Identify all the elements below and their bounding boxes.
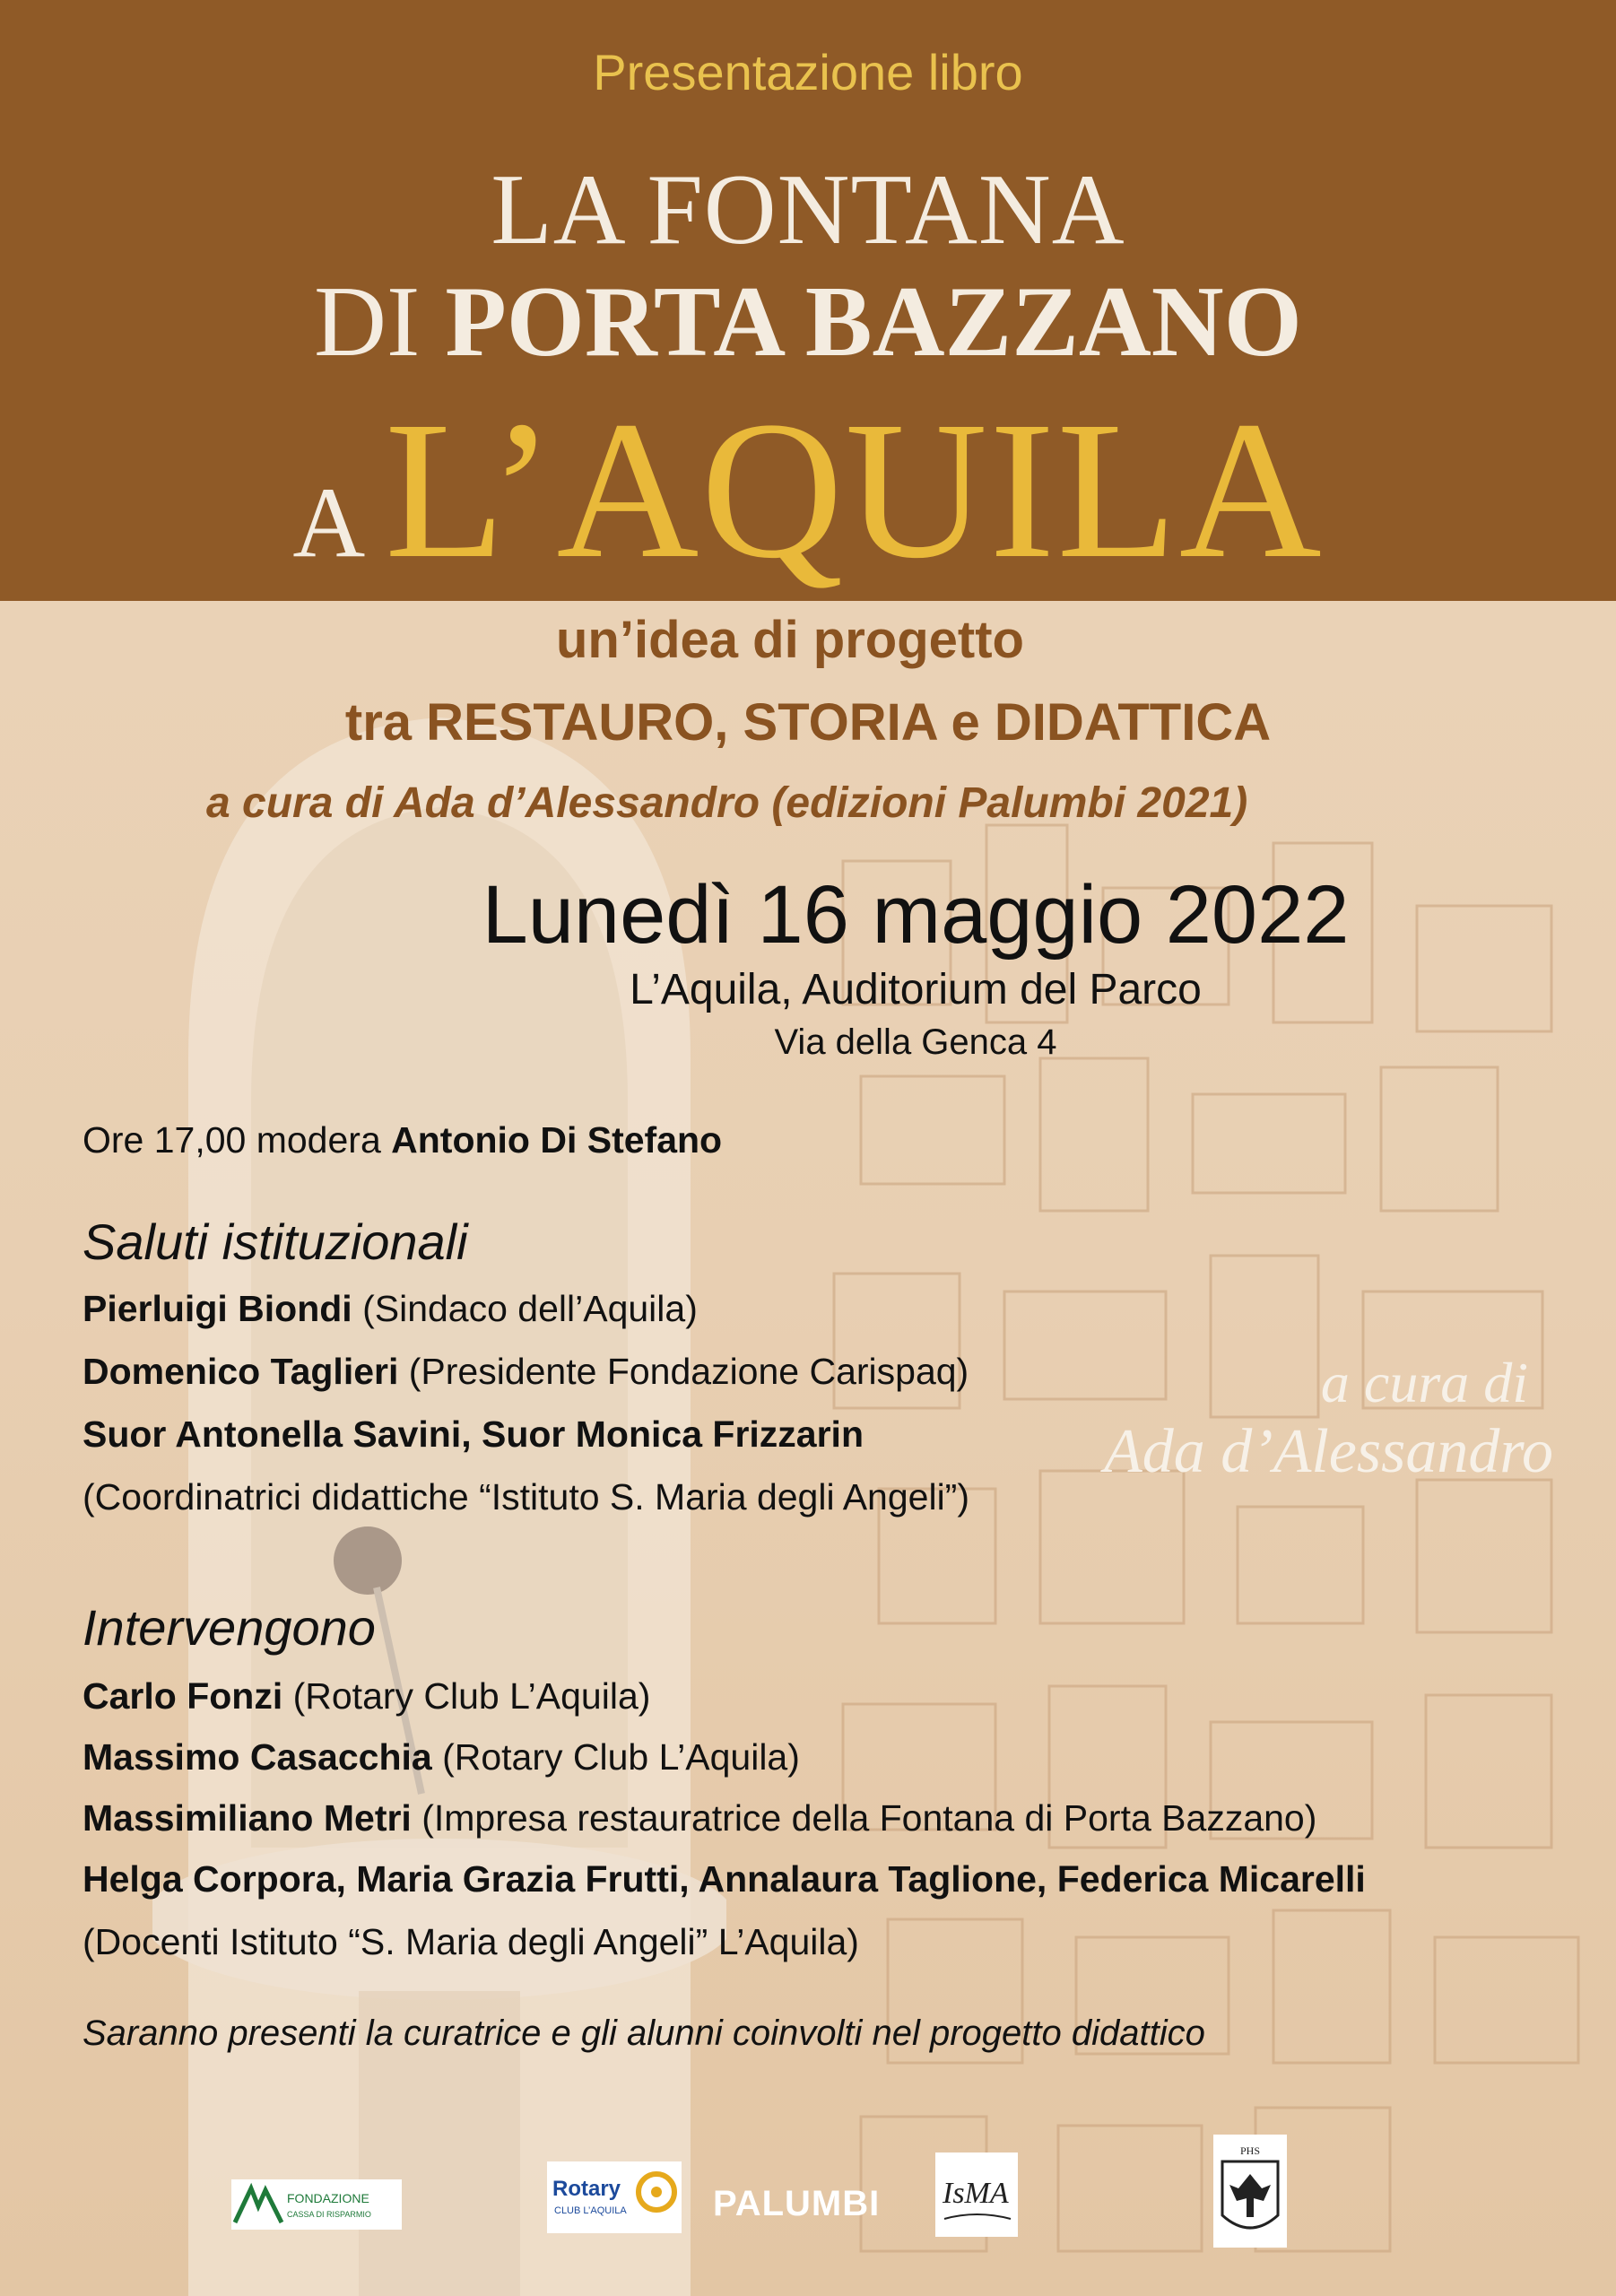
- title-line-2: [0, 265, 1616, 380]
- subtitle-line-2: tra RESTAURO, STORIA e DIDATTICA: [344, 693, 1272, 752]
- speaker-name: Massimiliano Metri: [83, 1797, 412, 1839]
- event-date: Lunedì 16 maggio 2022: [482, 869, 1350, 961]
- rotary-logo: [547, 2161, 682, 2233]
- greetings-note: (Coordinatrici didattiche “Istituto S. Maria degli Angeli”): [83, 1476, 969, 1518]
- speaker-item: [83, 1858, 1366, 1900]
- eagle-crest-icon: [1213, 2135, 1287, 2248]
- isma-logo-mark: [935, 2152, 1018, 2237]
- speaker-role: (Rotary Club L’Aquila): [282, 1675, 651, 1717]
- closing-note: Saranno presenti la curatrice e gli alunni coinvolti nel progetto didattico: [83, 2013, 1205, 2053]
- event-venue: L’Aquila, Auditorium del Parco: [630, 966, 1202, 1013]
- greeting-item: [83, 1413, 864, 1456]
- opening-line: [83, 1119, 722, 1161]
- speaker-name: Carlo Fonzi: [83, 1675, 283, 1717]
- greetings-heading: Saluti istituzionali: [83, 1213, 468, 1270]
- rotary-logo-sub: CLUB L’AQUILA: [554, 2205, 627, 2216]
- isma-logo-text: IsMA: [943, 2177, 1009, 2210]
- speaker-item: [83, 1736, 800, 1779]
- speakers-note: (Docenti Istituto “S. Maria degli Angeli” L’Aquila): [83, 1921, 859, 1962]
- speakers-heading: Intervengono: [83, 1599, 376, 1656]
- fondazione-logo-text: FONDAZIONE: [287, 2191, 369, 2205]
- credit-line-2: Ada d’Alessandro: [1104, 1417, 1553, 1486]
- opening-prefix: Ore 17,00 modera: [83, 1119, 392, 1161]
- greeting-item: [83, 1351, 969, 1393]
- title-line-3-city: L’AQUILA: [385, 380, 1324, 599]
- school-crest-logo: [1213, 2135, 1287, 2248]
- curator-credit: [1104, 1350, 1553, 1488]
- greeting-item: [83, 1288, 698, 1330]
- isma-logo: [935, 2152, 1018, 2237]
- rotary-logo-text: Rotary: [552, 2177, 621, 2201]
- speaker-name: Helga Corpora, Maria Grazia Frutti, Annalaura Taglione, Federica Micarelli: [83, 1858, 1366, 1900]
- moderator-name: Antonio Di Stefano: [391, 1119, 723, 1161]
- fondazione-logo-sub: CASSA DI RISPARMIO: [287, 2210, 371, 2219]
- speaker-item: [83, 1797, 1316, 1839]
- crest-text: PHS: [1240, 2144, 1261, 2157]
- greeting-role: (Sindaco dell’Aquila): [352, 1288, 698, 1329]
- subtitle-line-3: a cura di Ada d’Alessandro (edizioni Palumbi 2021): [206, 779, 1248, 827]
- fondazione-logo: [231, 2179, 402, 2230]
- palumbi-logo: PALUMBI: [713, 2184, 881, 2223]
- title-line-3: [0, 377, 1616, 604]
- credit-line-1: a cura di: [1320, 1351, 1528, 1414]
- title-line-2-prefix: DI: [314, 266, 446, 378]
- subtitle-line-1: un’idea di progetto: [556, 611, 1024, 669]
- speaker-item: [83, 1675, 650, 1718]
- rotary-logo-mark: [547, 2161, 682, 2233]
- greeting-role: (Presidente Fondazione Carispaq): [398, 1351, 969, 1392]
- title-line-3-prefix: A: [292, 467, 386, 578]
- fondazione-logo-mark: [231, 2179, 402, 2230]
- kicker-text: Presentazione libro: [593, 44, 1023, 100]
- speaker-name: Massimo Casacchia: [83, 1736, 432, 1778]
- speaker-role: (Rotary Club L’Aquila): [431, 1736, 800, 1778]
- greeting-name: Domenico Taglieri: [83, 1351, 399, 1392]
- speaker-role: (Impresa restauratrice della Fontana di Porta Bazzano): [411, 1797, 1317, 1839]
- title-line-2-bold: PORTA BAZZANO: [445, 266, 1302, 378]
- event-address: Via della Genca 4: [774, 1022, 1057, 1062]
- title-line-1: LA FONTANA: [491, 154, 1125, 265]
- greeting-name: Pierluigi Biondi: [83, 1288, 352, 1329]
- greeting-name: Suor Antonella Savini, Suor Monica Frizzarin: [83, 1413, 864, 1455]
